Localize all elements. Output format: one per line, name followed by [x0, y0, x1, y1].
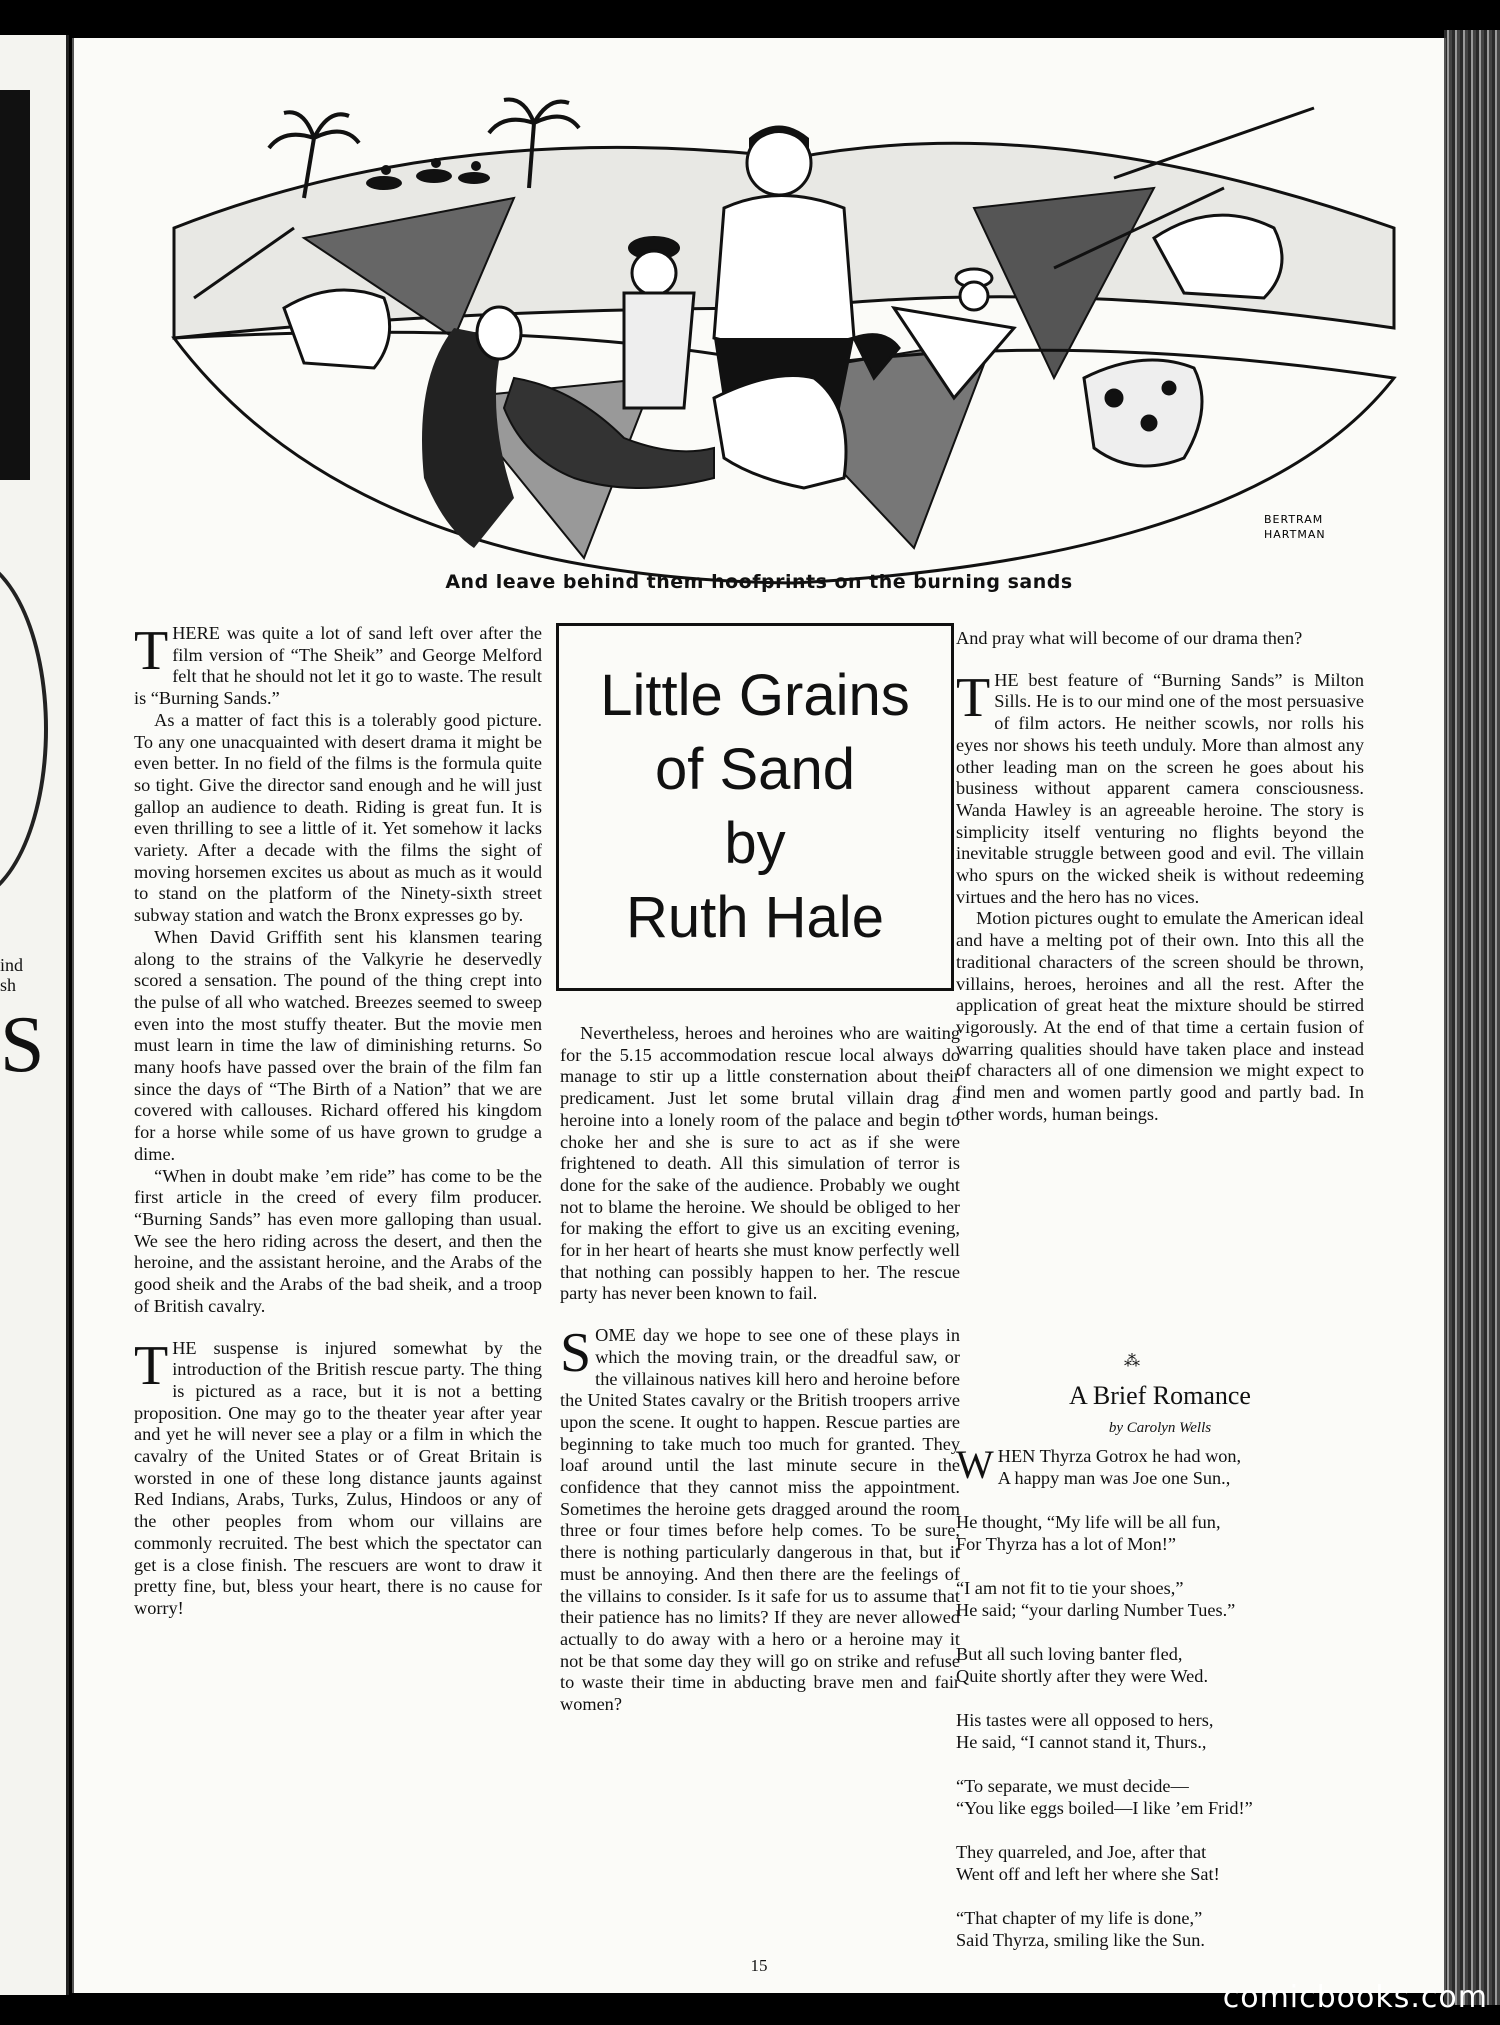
poem-line: Said Thyrza, smiling like the Sun. [956, 1929, 1205, 1950]
previous-page-edge [0, 35, 69, 1995]
article-paragraph: SOME day we hope to see one of these plays in which the moving train, or the dreadful saw, or the villainous natives kill hero and heroine before the United States cavalry or the British troopers arrive upon the scene. It ought to happen. Rescue parties are beginning to take much too much for granted. They loaf around until the last minute secure in the confidence that they cannot miss the appointment. Sometimes the heroine gets dragged around the room three or four times before help comes. To be sure, there is nothing particularly dangerous in that, but it must be annoying. And then there are the feelings of the villains to consider. Is it safe for us to assume that their patience has no limits? If they are never allowed actually to do away with a hero or a heroine may it not be that some day they will go on strike and refuse to waste their time in abducting brave men and fair women? [560, 1322, 960, 1715]
poem-line: “To separate, we must decide— [956, 1776, 1189, 1796]
poem-line: He thought, “My life will be all fun, [956, 1512, 1221, 1532]
title-line: of Sand [655, 737, 855, 802]
section-separator: ⁂ [1124, 1353, 1142, 1370]
author-line: Ruth Hale [626, 885, 884, 950]
article-paragraph: THE best feature of “Burning Sands” is Milton Sills. He is to our mind one of the most persuasive of film actors. He neither scowls, nor rolls his eyes nor shows his teeth unduly. More than almost any other leading man on the screen he goes about his business without apparent camera consciousness. Wanda Hawley is an agreeable heroine. The story is simplicity itself venturing no flights beyond the inevitable struggle between good and evil. The villain who spurs on the wicked sheik is without redeeming virtues and the hero has no vices. [956, 666, 1364, 907]
article-paragraph: As a matter of fact this is a tolerably good picture. To any one unacquainted with desert drama it might be even better. In no field of the films is the formula quite so tight. Give the director sand enough and he will just gallop an audience to death. Riding is great fun. It is even thrilling to see a little of it. Yet somehow it lacks variety. After a decade with the films the sight of moving horsemen excites us about as much as it would to stand on the platform of the Ninety-sixth street subway station and watch the Bronx expresses go by. [134, 709, 542, 926]
poem-line: He said; “your darling Number Tues.” [956, 1599, 1236, 1620]
drop-cap: T [134, 620, 169, 682]
poem-line: But all such loving banter fled, [956, 1644, 1183, 1664]
poem-stanza [956, 1578, 1364, 1621]
drop-cap: T [134, 1334, 169, 1397]
magazine-page [72, 38, 1446, 1993]
article-paragraph: “When in doubt make ’em ride” has come to be the first article in the creed of every film producer. “Burning Sands” has even more galloping than usual. We see the hero riding across the desert, and then the heroine, and the assistant heroine, and the Arabs of the good sheik and the Arabs of the bad sheik, and a troop of British cavalry. [134, 1165, 542, 1316]
poem-line: “You like eggs boiled—I like ’em Frid!” [956, 1797, 1253, 1818]
poem-line: They quarreled, and Joe, after that [956, 1842, 1207, 1862]
poem-line: He said, “I cannot stand it, Thurs., [956, 1731, 1207, 1752]
horse [1084, 360, 1202, 466]
poem-byline: by Carolyn Wells [1108, 1420, 1212, 1436]
previous-page-fragment: S [0, 1001, 45, 1089]
previous-page-black-block [0, 90, 30, 480]
poem-stanza [956, 1908, 1364, 1951]
artist-signature-line1: BERTRAM [1264, 513, 1324, 526]
article-paragraph: And pray what will become of our drama then? [956, 628, 1303, 648]
article-paragraph: THE suspense is injured somewhat by the introduction of the British rescue party. The thing is pictured as a race, but it is not a betting proposition. One may go to the theater year after year and yet he will never see a play or a film in which the cavalry of the United States or of Great Britain is worsted in one of these long distance jaunts against Red Indians, Arabs, Turks, Zulus, Hindoos or any of the other peoples from whom our villains are commonly recruited. The best which the spectator can get is a close finish. The rescuers are wont to draw it pretty fine, but, bless your heart, there is no cause for worry! [134, 1334, 542, 1618]
article-paragraph: When David Griffith sent his klansmen tearing along to the strains of the Valkyrie he deservedly scored a sensation. The pound of the thing crept into the pulse of all who watched. Breezes seemed to sweep even into the most stuffy theater. But the movie men must learn in time the law of diminishing returns. So many hoofs have passed over the brain of the film fan since the days of “The Birth of a Nation” that we are covered with callouses. Richard offered his kingdom for a horse while some of us have grown to grudge a dime. [134, 926, 542, 1164]
previous-page-fragment: ind [0, 955, 24, 975]
article-column-3 [956, 628, 1364, 1125]
article-title-box [556, 623, 954, 991]
poem-line: WHEN Thyrza Gotrox he had won, [956, 1442, 1242, 1487]
article-column-2 [560, 1023, 960, 1716]
illustration-caption: And leave behind them hoofprints on the burning sands [445, 571, 1073, 593]
poem-stanzas [956, 1512, 1364, 1951]
article-paragraph: Nevertheless, heroes and heroines who are waiting for the 5.15 accommodation rescue local always do manage to stir up a little consternation about their predicament. Just let some brutal villain drag a heroine into a lonely room of the palace and begin to choke her and she is sure to act as if she were frightened to death. All this simulation of terror is done for the sake of the audience. Probably we ought not to blame the heroine. We should be obliged to her for making the effort to give us an exciting evening, for in her heart of hearts she must know perfectly well that nothing can possibly happen to her. The rescue party has never been known to fail. [560, 1023, 960, 1304]
poem-line: Quite shortly after they were Wed. [956, 1665, 1209, 1686]
poem-stanza [956, 1512, 1364, 1555]
book-page-edges [1444, 30, 1500, 2005]
poem-line: His tastes were all opposed to hers, [956, 1710, 1214, 1730]
poem-line: For Thyrza has a lot of Mon!” [956, 1533, 1176, 1554]
poem-stanza [956, 1842, 1364, 1885]
previous-page-circle-graphic [0, 555, 48, 903]
drop-cap: T [956, 666, 991, 729]
title-line: by [724, 811, 786, 876]
drop-cap: S [560, 1322, 592, 1385]
title-line: Little Grains [600, 663, 910, 728]
poem-title: A Brief Romance [1069, 1381, 1251, 1410]
poem-line: Went off and left her where she Sat! [956, 1863, 1220, 1884]
site-watermark: comicbooks.com [1222, 1980, 1488, 2015]
article-paragraph: THERE was quite a lot of sand left over after the film version of “The Sheik” and George Melford felt that he should not let it go to waste. The result is “Burning Sands.” [134, 620, 542, 709]
poem-line: “I am not fit to tie your shoes,” [956, 1578, 1184, 1598]
previous-page-fragment: sh [0, 975, 17, 995]
poem-stanza [956, 1776, 1364, 1819]
artist-signature-line2: HARTMAN [1264, 528, 1326, 541]
poem-line: A happy man was Joe one Sun., [997, 1467, 1231, 1488]
poem-stanza [956, 1710, 1364, 1753]
horse [284, 290, 390, 368]
article-paragraph: Motion pictures ought to emulate the American ideal and have a melting pot of their own. Into this all the traditional characters of the screen should be thrown, villains, heroes, heroines and all the rest. After the application of great heat the mixture should be stirred vigorously. At the end of that time a certain fusion of warring qualities should have taken place and instead of characters all of one dimension we might expect to find men and women partly good and partly bad. In other words, human beings. [956, 908, 1364, 1124]
poem-body [956, 1442, 1364, 1974]
poem-line: “That chapter of my life is done,” [956, 1908, 1203, 1928]
desert-illustration [154, 78, 1404, 598]
drop-cap: W [956, 1442, 994, 1487]
poem-stanza [956, 1442, 1364, 1489]
poem-stanza [956, 1644, 1364, 1687]
article-column-1 [134, 620, 542, 1620]
page-number: 15 [750, 1956, 768, 1975]
